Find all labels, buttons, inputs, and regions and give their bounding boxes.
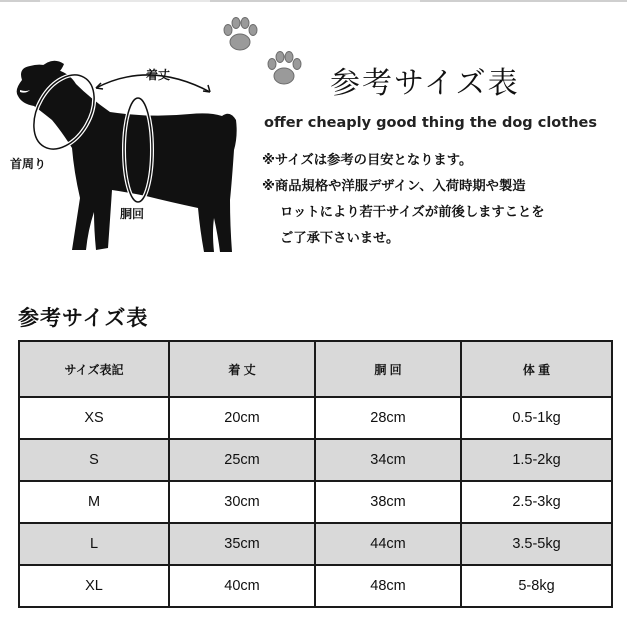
header-length: 着 丈 <box>169 341 315 397</box>
table-header-row <box>19 341 612 397</box>
page-title: 参考サイズ表 <box>330 66 520 101</box>
cell-length: 40cm <box>169 565 315 607</box>
cell-length: 35cm <box>169 523 315 565</box>
size-notes <box>262 148 622 252</box>
chest-label: 胴回 <box>120 207 145 221</box>
cell-weight: 2.5-3kg <box>461 481 612 523</box>
cell-weight: 1.5-2kg <box>461 439 612 481</box>
note-line: ご了承下さいませ。 <box>280 231 400 246</box>
cell-length: 25cm <box>169 439 315 481</box>
cell-weight: 5-8kg <box>461 565 612 607</box>
header-chest: 胴 回 <box>315 341 461 397</box>
length-label: 着丈 <box>146 68 171 82</box>
header-size: サイズ表記 <box>19 341 169 397</box>
table-row <box>19 397 612 439</box>
table-row <box>19 523 612 565</box>
cell-weight: 0.5-1kg <box>461 397 612 439</box>
cell-size: S <box>19 439 169 481</box>
cell-chest: 28cm <box>315 397 461 439</box>
paw-icon <box>262 46 306 90</box>
cell-chest: 34cm <box>315 439 461 481</box>
cell-weight: 3.5-5kg <box>461 523 612 565</box>
cell-size: L <box>19 523 169 565</box>
size-table <box>18 340 613 608</box>
note-line: ※サイズは参考の目安となります。 <box>262 153 473 168</box>
cell-chest: 48cm <box>315 565 461 607</box>
note-line: ※商品規格や洋服デザイン、入荷時期や製造 <box>262 179 526 194</box>
neck-label: 首周り <box>10 157 47 171</box>
section-title: 参考サイズ表 <box>18 306 149 330</box>
cell-chest: 44cm <box>315 523 461 565</box>
page-subtitle: offer cheaply good thing the dog clothes <box>264 115 597 131</box>
table-row <box>19 481 612 523</box>
dog-illustration <box>0 40 260 270</box>
cell-length: 20cm <box>169 397 315 439</box>
cell-size: XS <box>19 397 169 439</box>
table-row <box>19 439 612 481</box>
table-row <box>19 565 612 607</box>
note-line: ロットにより若干サイズが前後しますことを <box>280 205 545 220</box>
top-divider <box>0 0 627 2</box>
cell-chest: 38cm <box>315 481 461 523</box>
cell-size: M <box>19 481 169 523</box>
header-weight: 体 重 <box>461 341 612 397</box>
cell-size: XL <box>19 565 169 607</box>
cell-length: 30cm <box>169 481 315 523</box>
paw-icon <box>218 12 262 56</box>
